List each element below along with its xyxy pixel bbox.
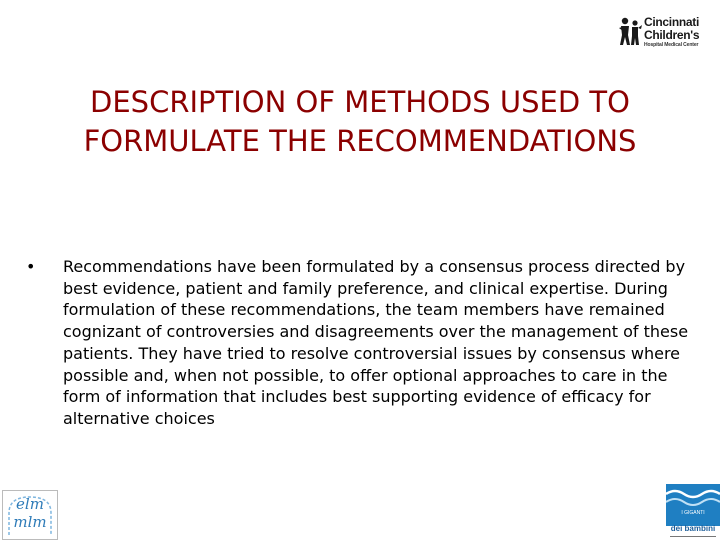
bullet-text: Recommendations have been formulated by a consensus process directed by best evidence, patient and family preference, and clinical expertise. During formulation of these recommendations, the team members have remained cognizant of controversies and disagreements over the management of these patients. They have tried to resolve controversial issues by consensus where possible and, when not possible, to offer optional approaches to care in the form of information that includes best supporting evidence of efficacy for alternative choices xyxy=(63,257,689,428)
logo-badge xyxy=(666,484,720,526)
bullet-list xyxy=(26,256,706,430)
logo-line-2: Children's xyxy=(644,28,700,42)
logo-line-1: Cincinnati xyxy=(644,15,700,29)
slide-title: DESCRIPTION OF METHODS USED TO FORMULATE THE RECOMMENDATIONS xyxy=(83,85,637,158)
logo-name: dei bambini xyxy=(670,524,716,533)
cincinnati-childrens-logo xyxy=(614,12,714,52)
logo-divider xyxy=(670,536,716,537)
logo-word-1: elm xyxy=(16,495,44,513)
bullet-item xyxy=(26,256,706,430)
logo-small-text: I GIGANTI xyxy=(681,510,705,516)
logo-line-3: Hospital Medical Center xyxy=(644,42,699,48)
figure-icon xyxy=(618,16,642,46)
elm-mlm-logo xyxy=(0,488,60,540)
logo-word-2: mlm xyxy=(13,513,47,531)
giganti-dei-bambini-logo xyxy=(666,484,720,540)
bullet-icon: • xyxy=(26,257,36,276)
waves-icon xyxy=(666,484,720,526)
